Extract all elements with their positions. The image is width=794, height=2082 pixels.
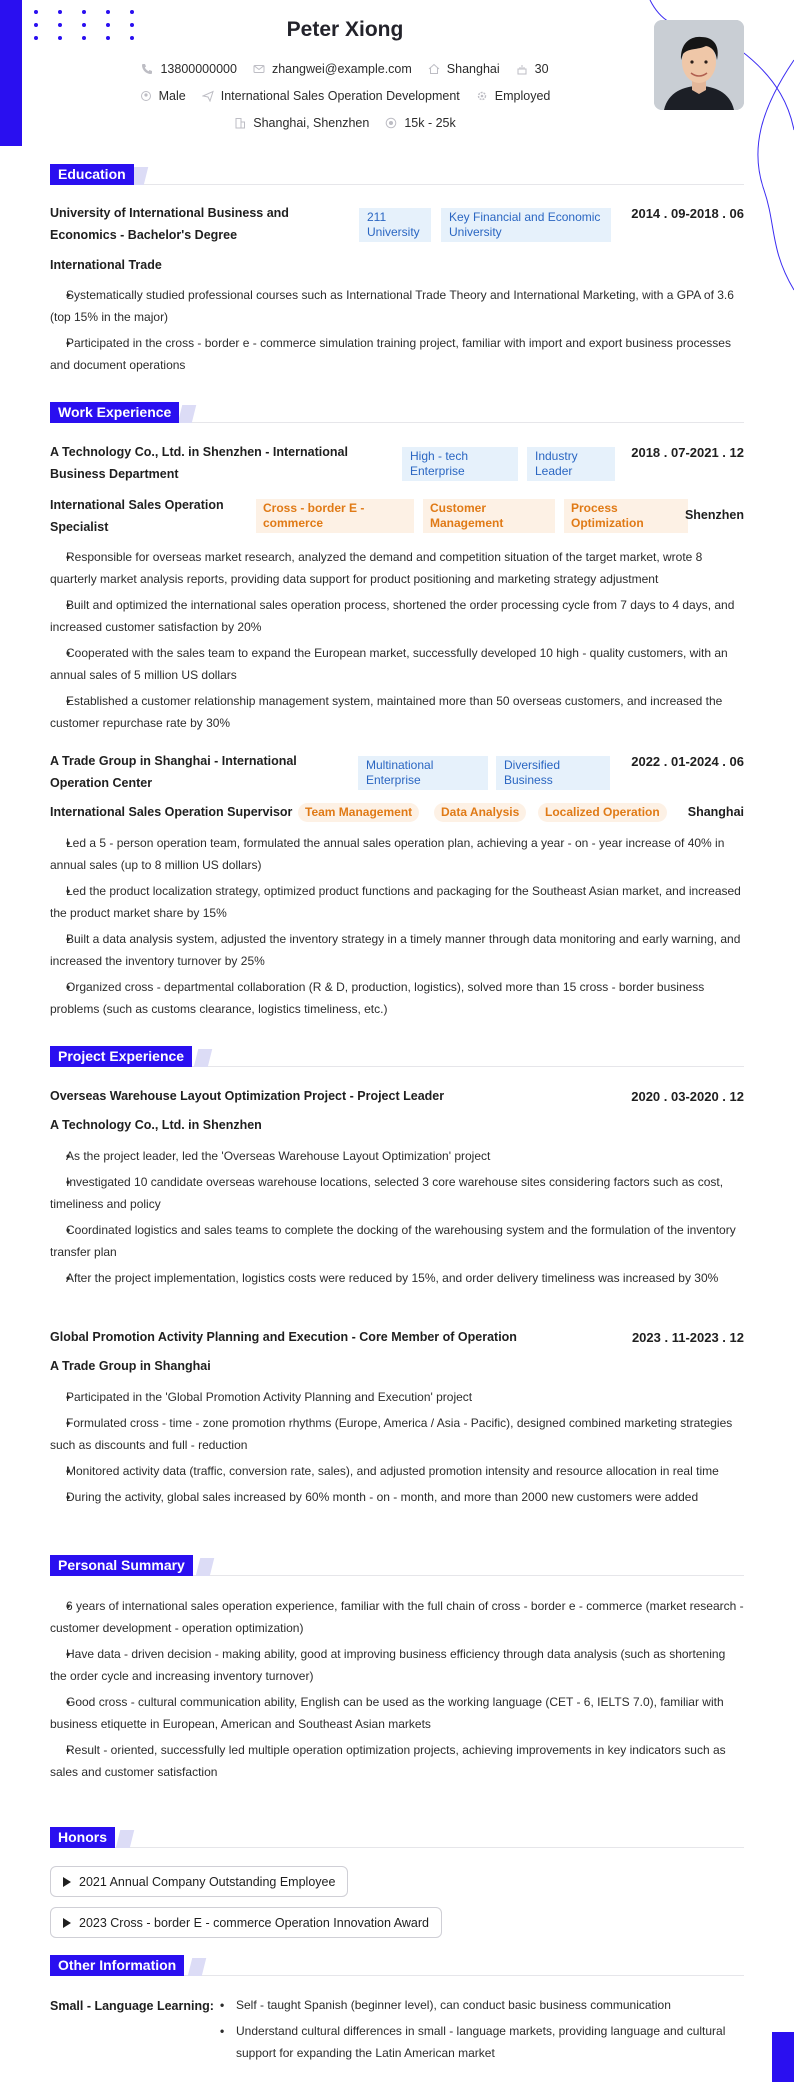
section-title-education: Education bbox=[50, 164, 134, 185]
project-date: 2023 . 11-2023 . 12 bbox=[631, 1330, 744, 1345]
corner-accent-block bbox=[772, 2032, 794, 2082]
list-item: • Built a data analysis system, adjusted the inventory strategy in a timely manner through data monitoring and early warning, and increased the inventory turnover by 25% bbox=[50, 928, 744, 972]
education-tag: 211 University bbox=[359, 208, 431, 242]
list-item: • Systematically studied professional courses such as International Trade Theory and International Marketing, with a GPA of 3.6 (top 15% in the major) bbox=[50, 284, 744, 328]
list-item: • 6 years of international sales operation experience, familiar with the full chain of cross - border e - commerce (market research - customer development - operation optimization) bbox=[50, 1595, 744, 1639]
list-item: • Led the product localization strategy, optimized product functions and packaging for the Southeast Asian market, and increased the product market share by 15% bbox=[50, 880, 744, 924]
home-icon bbox=[428, 63, 440, 75]
phone-icon bbox=[141, 63, 153, 75]
email: zhangwei@example.com bbox=[253, 62, 412, 76]
section-projects-header bbox=[50, 1046, 744, 1072]
list-item: • Participated in the 'Global Promotion Activity Planning and Execution' project bbox=[50, 1386, 744, 1408]
skill-tag: Localized Operation bbox=[538, 803, 667, 822]
age: 30 bbox=[516, 62, 549, 76]
job-date: 2022 . 01-2024 . 06 bbox=[631, 754, 744, 769]
list-item: • As the project leader, led the 'Overseas Warehouse Layout Optimization' project bbox=[50, 1145, 744, 1167]
project-details bbox=[50, 1386, 744, 1512]
education-date: 2014 . 09-2018 . 06 bbox=[631, 206, 744, 221]
section-title-other: Other Information bbox=[50, 1955, 184, 1976]
project-org: A Technology Co., Ltd. in Shenzhen bbox=[50, 1118, 262, 1132]
other-label: Small - Language Learning: bbox=[50, 1999, 214, 2013]
list-item: • Investigated 10 candidate overseas warehouse locations, selected 3 core warehouse sites considering factors such as cost, timeliness and policy bbox=[50, 1171, 744, 1215]
cake-icon bbox=[516, 63, 528, 75]
list-item: • Result - oriented, successfully led multiple operation optimization projects, achieving improvements in key indicators such as sales and customer satisfaction bbox=[50, 1739, 744, 1783]
job-target: International Sales Operation Development bbox=[202, 89, 460, 103]
list-item: • Established a customer relationship management system, maintained more than 50 overseas customers, and increased the customer repurchase rate by 30% bbox=[50, 690, 744, 734]
job-date: 2018 . 07-2021 . 12 bbox=[631, 445, 744, 460]
list-item: • Cooperated with the sales team to expand the European market, successfully developed 10 high - quality customers, with an annual sales of 5 million US dollars bbox=[50, 642, 744, 686]
list-item: • Participated in the cross - border e - commerce simulation training project, familiar with import and export business processes and document operations bbox=[50, 332, 744, 376]
list-item: • Responsible for overseas market research, analyzed the demand and competition situation of the target market, wrote 8 quarterly market analysis reports, providing data support for product positioning and marketing strategy adjustment bbox=[50, 546, 744, 590]
job-responsibilities bbox=[50, 546, 744, 738]
mail-icon bbox=[253, 63, 265, 75]
list-item: • Monitored activity data (traffic, conversion rate, sales), and adjusted promotion intensity and resource allocation in real time bbox=[50, 1460, 744, 1482]
job-responsibilities bbox=[50, 832, 744, 1024]
project-date: 2020 . 03-2020 . 12 bbox=[631, 1089, 744, 1104]
company-tag: Diversified Business bbox=[496, 756, 610, 790]
job-city: Shenzhen bbox=[684, 508, 744, 522]
contact-row bbox=[0, 62, 690, 76]
project-org: A Trade Group in Shanghai bbox=[50, 1359, 211, 1373]
project-name: Overseas Warehouse Layout Optimization Project - Project Leader bbox=[50, 1089, 445, 1103]
honor-item: 2021 Annual Company Outstanding Employee bbox=[50, 1866, 348, 1897]
summary-list bbox=[50, 1595, 744, 1787]
list-item: • Built and optimized the international sales operation process, shortened the order processing cycle from 7 days to 4 days, and increased customer satisfaction by 20% bbox=[50, 594, 744, 638]
person-photo-icon bbox=[654, 20, 744, 110]
honor-item: 2023 Cross - border E - commerce Operation Innovation Award bbox=[50, 1907, 442, 1938]
target-cities: Shanghai, Shenzhen bbox=[234, 116, 369, 130]
job-city: Shanghai bbox=[687, 805, 744, 819]
send-icon bbox=[202, 90, 214, 102]
company-tag: Industry Leader bbox=[527, 447, 615, 481]
skill-tag: Team Management bbox=[298, 803, 419, 822]
location: Shanghai bbox=[428, 62, 500, 76]
skill-tag: Customer Management bbox=[423, 499, 555, 533]
gear-icon bbox=[476, 90, 488, 102]
section-education-header bbox=[50, 164, 744, 190]
job-company: A Technology Co., Ltd. in Shenzhen - International Business Department bbox=[50, 445, 348, 481]
skill-tag: Data Analysis bbox=[434, 803, 526, 822]
other-list bbox=[220, 1994, 744, 2068]
list-item: • Organized cross - departmental collaboration (R & D, production, logistics), solved more than 15 cross - border business problems (such as customs clearance, logistics timeliness, etc.) bbox=[50, 976, 744, 1020]
triangle-right-icon bbox=[63, 1918, 71, 1928]
profile-photo bbox=[654, 20, 744, 110]
section-title-projects: Project Experience bbox=[50, 1046, 192, 1067]
education-tag: Key Financial and Economic University bbox=[441, 208, 611, 242]
profile-row bbox=[0, 89, 690, 103]
expected-salary: 15k - 25k bbox=[385, 116, 455, 130]
project-details bbox=[50, 1145, 744, 1293]
education-details bbox=[50, 284, 744, 380]
list-item: • After the project implementation, logistics costs were reduced by 15%, and order delivery timeliness was increased by 30% bbox=[50, 1267, 744, 1289]
list-item: • Formulated cross - time - zone promotion rhythms (Europe, America / Asia - Pacific), designed combined marketing strategies such as discounts and full - reduction bbox=[50, 1412, 744, 1456]
employment-status: Employed bbox=[476, 89, 551, 103]
section-title-summary: Personal Summary bbox=[50, 1555, 193, 1576]
company-tag: High - tech Enterprise bbox=[402, 447, 518, 481]
job-role: International Sales Operation Supervisor bbox=[50, 805, 293, 819]
section-title-work: Work Experience bbox=[50, 402, 179, 423]
education-major: International Trade bbox=[50, 258, 162, 272]
list-item: • Understand cultural differences in small - language markets, providing language and cultural support for expanding the Latin American market bbox=[220, 2020, 744, 2064]
list-item: • Self - taught Spanish (beginner level), can conduct basic business communication bbox=[220, 1994, 744, 2016]
job-role: International Sales Operation Specialist bbox=[50, 498, 224, 534]
preference-row bbox=[0, 116, 690, 130]
skill-tag: Cross - border E - commerce bbox=[256, 499, 414, 533]
resume-header bbox=[0, 0, 794, 150]
phone: 13800000000 bbox=[141, 62, 236, 76]
building-icon bbox=[234, 117, 246, 129]
list-item: • During the activity, global sales increased by 60% month - on - month, and more than 2000 new customers were added bbox=[50, 1486, 744, 1508]
education-school: University of International Business and Economics - Bachelor's Degree bbox=[50, 206, 289, 242]
user-icon bbox=[140, 90, 152, 102]
list-item: • Led a 5 - person operation team, formulated the annual sales operation plan, achieving a year - on - year increase of 40% in annual sales (up to 8 million US dollars) bbox=[50, 832, 744, 876]
list-item: • Good cross - cultural communication ability, English can be used as the working language (CET - 6, IELTS 7.0), familiar with business etiquette in European, American and Southeast Asian markets bbox=[50, 1691, 744, 1735]
section-work-header bbox=[50, 402, 744, 428]
job-company: A Trade Group in Shanghai - International Operation Center bbox=[50, 754, 297, 790]
section-honors-header bbox=[50, 1827, 744, 1853]
gender: Male bbox=[140, 89, 186, 103]
project-name: Global Promotion Activity Planning and Execution - Core Member of Operation bbox=[50, 1330, 517, 1344]
triangle-right-icon bbox=[63, 1877, 71, 1887]
section-summary-header bbox=[50, 1555, 744, 1581]
company-tag: Multinational Enterprise bbox=[358, 756, 488, 790]
section-title-honors: Honors bbox=[50, 1827, 115, 1848]
coin-icon bbox=[385, 117, 397, 129]
candidate-name: Peter Xiong bbox=[286, 18, 404, 41]
list-item: • Coordinated logistics and sales teams to complete the docking of the warehousing system and the formulation of the inventory transfer plan bbox=[50, 1219, 744, 1263]
list-item: • Have data - driven decision - making ability, good at improving business efficiency through data analysis (such as shortening the order cycle and increasing inventory turnover) bbox=[50, 1643, 744, 1687]
skill-tag: Process Optimization bbox=[564, 499, 688, 533]
section-other-header bbox=[50, 1955, 744, 1981]
